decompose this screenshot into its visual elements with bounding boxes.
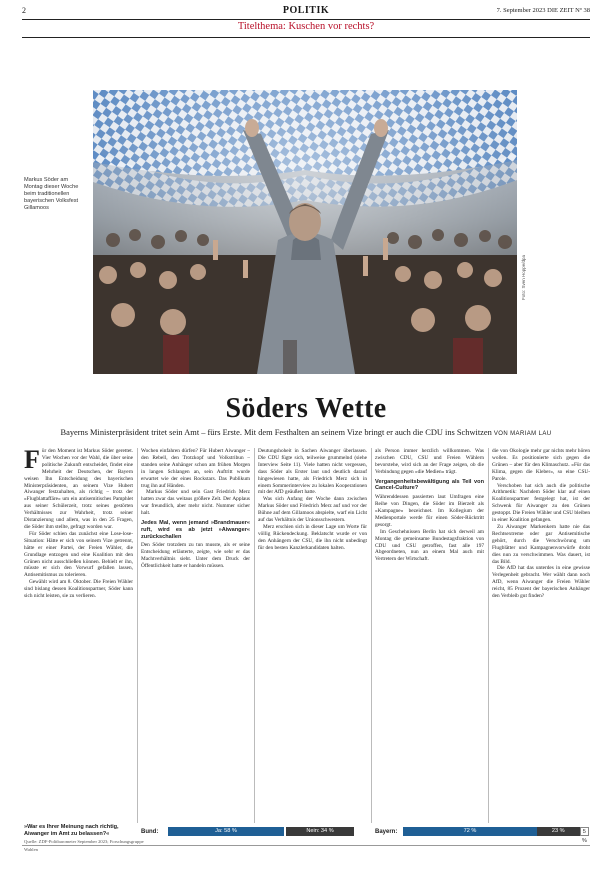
column-divider bbox=[371, 448, 372, 823]
col2-paragraph-2: Markus Söder und sein Gast Friedrich Merz hatten zwar das weitaus größere Zelt. Der Applaus war freundlich, aber mehr nicht. Nummer sicher halt. bbox=[141, 489, 250, 517]
col3-paragraph-2: Was sich Anfang der Woche dann zwischen Markus Söder und Friedrich Merz auf und vor der Bühne auf dem Gillamoos abspielte, warf ein Licht auf das Verhältnis der Unionsschwestern. bbox=[258, 496, 367, 524]
col2-subheading: Jedes Mal, wenn jemand »Brandmauer« ruft, wird es ab jetzt »Aiwanger« zurückschallen bbox=[141, 520, 250, 540]
article-column-1 bbox=[24, 448, 133, 823]
col5-paragraph-1: die von Ökologie mehr gar nichts mehr hören wollen. Es positionierte sich gegen die Grünen – aber für den Klimaschutz. »Für das Klima, gegen die Kleber«, so eine CSU-Parole. bbox=[492, 448, 590, 482]
article-headline: Söders Wette bbox=[225, 393, 387, 424]
article-column-3 bbox=[258, 448, 367, 823]
photo-caption: Markus Söder am Montag dieser Woche beim traditionellen bayerischen Volksfest Gillamoos bbox=[24, 177, 79, 211]
col4-subheading: Vergangenheitsbewältigung als Teil von Cancel-Culture? bbox=[375, 478, 484, 492]
poll-bund-yes-bar bbox=[168, 827, 284, 836]
issue-date: 7. September 2023 DIE ZEIT Nº 38 bbox=[496, 7, 590, 14]
page-header bbox=[22, 6, 590, 20]
col5-paragraph-4: Die AfD hat das unterdes in eine gewisse Verlegenheit gebracht. Wer wählt dann noch AfD, wenn Aiwanger die Freien Wähler reicht, 85 Prozent der bayerischen Anhänger den Verbleib gut finden? bbox=[492, 565, 590, 600]
column-divider bbox=[137, 448, 138, 823]
poll-bayern-label: Bayern: bbox=[375, 829, 398, 835]
bottom-rule bbox=[22, 845, 590, 846]
poll-bayern-rest-label: 5 % bbox=[581, 829, 587, 844]
column-divider bbox=[488, 448, 489, 823]
column-divider bbox=[254, 448, 255, 823]
col3-paragraph-3: Merz erschien sich in dieser Lage um Worte für völlig Rückendeckung. Beklatscht wurde er von den Anhängern der CSU, die ihn nicht unbedingt für den besten Kanzlerkandidaten halten. bbox=[258, 523, 367, 551]
article-column-4 bbox=[375, 448, 484, 823]
poll-bayern-yes-label: 72 % bbox=[463, 828, 477, 834]
col4-paragraph-2: Währenddessen passierten laut Umfragen eine Reihe von Dingen, die Söder im Bierzelt als »Kampagne« bezeichnet. Im Kollegium der Medienportale werde für einen Söder-Rücktritt gesorgt. bbox=[375, 494, 484, 528]
poll-question-text: »War es Ihrer Meinung nach richtig, Aiwanger im Amt zu belassen?« bbox=[24, 824, 119, 837]
col4-paragraph-1: als Person immer herzlich willkommen. Was zwischen CDU, CSU und Freien Wählern bevorstehe, wird sich an der Frage zeigen, ob die Verbindung gegen »die Medien« trägt. bbox=[375, 448, 484, 475]
col2-paragraph-1: Wochen einfahren dürfen? Für Hubert Aiwanger – den Rebell, den Trotzkopf und Volkstribun – standen seine Anhänger schon am frühen Morgen in langen Schlangen an, sein Auftritt wurde erwartet wie der eines Rockstars. Das Publikum trug ihn auf Händen. bbox=[141, 448, 250, 489]
col1-paragraph-1: ür den Moment ist Markus Söder gerettet. Vier Wochen vor der Wahl, die über seine politische Zukunft entscheidet, findet eine Mehrheit der Deutschen, der Bayern weisen Ihn Entscheidung des bayerischen Ministerpräsidenten, an seinem Vize Hubert Aiwanger festzuhalten, als richtig – trotz der »Flugblattaffäre« um ein antisemitisches Pamphlet aus seiner Schülerzeit, trotz seines gestörten Verhältnisses zur Wahrheit, trotz seiner Distanzierung und allem, was in den 25 Fragen, die Söder ihm stellte, gefragt worden war. bbox=[24, 448, 133, 530]
poll-bund-no-bar bbox=[286, 827, 354, 836]
col2-paragraph-3: Den Söder trotzdem zu tun musste, als er seine Entscheidung erläuterte, zeigte, wie sehr er das Machtverhältnis sieht. Unter dem Druck der Öffentlichkeit hatte er handeln müssen. bbox=[141, 542, 250, 570]
poll-bayern-no-label: 23 % bbox=[551, 828, 565, 834]
beer-tent-photo bbox=[93, 90, 517, 374]
poll-bund-label: Bund: bbox=[141, 829, 159, 835]
poll-bayern-no-bar bbox=[537, 827, 580, 836]
poll-bund-no-label: Nein: 34 % bbox=[306, 828, 334, 834]
article-column-5 bbox=[492, 448, 590, 823]
lead-photo bbox=[93, 90, 517, 374]
photo-credit: Foto: Sven Hoppe/dpa bbox=[521, 254, 526, 300]
poll-bayern-yes-bar bbox=[403, 827, 537, 836]
col4-paragraph-3: Im Geschehnissen Berlin hat sich derweil am Montag die gemeinsame Bundestagsfraktion von CDU und CSU getroffen, fast alle 197 Abgeordneten, nun an einem Mal auch mit Vertretern der Wirtschaft. bbox=[375, 528, 484, 563]
col1-paragraph-2: Für Söder schien das zunächst eine Lose-lose-Situation: Hätte er sich von seinem Vize getrennt, hätte er einer Partei, der Freien Wähler, die Grundlage entzogen und eine Koalition mit den Grünen nicht ausschließen können. Behielt er ihn, müsste er sich den Vorwurf gefallen lassen, Antisemitismus zu tolerieren. bbox=[24, 530, 133, 579]
author-byline: VON MARIAM LAU bbox=[493, 431, 552, 437]
header-rule bbox=[22, 19, 590, 20]
col1-paragraph-3: Gewählt wird am 8. Oktober. Die Freien Wähler sind bislang dessen Koalitionspartner, Söder kann sich nicht leisten, sie zu verlieren. bbox=[24, 579, 133, 600]
article-column-2 bbox=[141, 448, 250, 823]
col5-paragraph-2: Verschoben hat sich auch die politische Arithmetik: Nachdem Söder klar auf einen Koalitionspartner festgelegt hat, ist der Schwenk für Aiwanger zu den Grünen gestoppt. Die Freien Wähler und CSU bleiben in einer Koalition gefangen. bbox=[492, 482, 590, 524]
col5-paragraph-3: Zu Aiwanger Markenkern hatte nie das Rechtsextreme oder gar Antisemitische gehört, durch die Verschwörung um Flugblätter und Kampagnenvorwürfe droht dies nun zu verschwimmen. Was dauert, ist das Bild. bbox=[492, 523, 590, 565]
drop-cap: F bbox=[24, 448, 40, 474]
theme-rule bbox=[22, 37, 590, 38]
article-subhead bbox=[22, 428, 590, 437]
col3-paragraph-1: Deutungshoheit in Sachen Aiwanger überlassen. Die CDU fügte sich, teilweise grummelnd (siehe Interview Seite 11). Viele hatten nicht vergessen, dass Söder als Erster laut und deutlich darauf hingewiesen hatte, als Friedrich Merz sich in einem Sommerinterview zu lokalen Kooperationen mit der AfD geäußert hatte. bbox=[258, 448, 367, 496]
subhead-text: Bayerns Ministerpräsident tritet sein Amt – fürs Erste. Mit dem Festhalten an seinem Vize bringt er auch die CDU ins Schwitzen bbox=[60, 428, 492, 437]
poll-bund-yes-label: Ja: 58 % bbox=[215, 828, 237, 834]
poll-question bbox=[24, 824, 144, 854]
poll-source: Quelle: ZDF-Politbarometer September 2023; Forschungsgruppe Wahlen bbox=[24, 839, 144, 852]
page-number: 2 bbox=[22, 6, 26, 15]
section-title: POLITIK bbox=[282, 5, 330, 16]
poll-bayern-rest-bar bbox=[580, 827, 589, 844]
theme-title: Titelthema: Kuschen vor rechts? bbox=[237, 21, 375, 32]
